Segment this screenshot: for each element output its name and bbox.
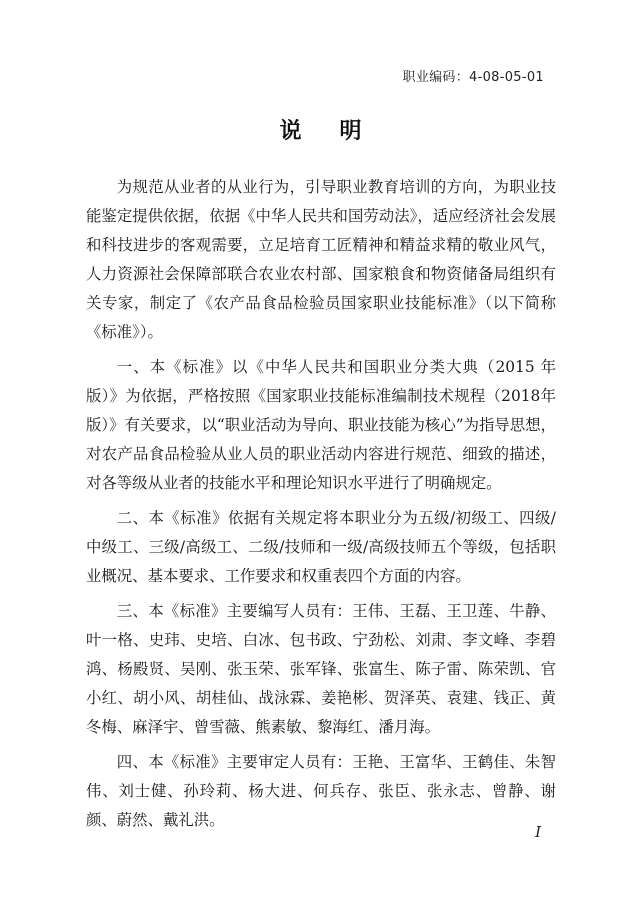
page-title: 说明 bbox=[279, 119, 400, 144]
paragraph-authors: 三、本《标准》主要编写人员有：王伟、王磊、王卫莲、牛静、叶一格、史玮、史培、白冰、包书政、宁劲松、刘肃、李文峰、李碧鸿、杨殿贤、吴刚、张玉荣、张军锋、张富生、陈子雷、陈荣凯、官小红、胡小风、胡桂仙、战泳霖、姜艳彬、贺泽英、袁建、钱正、黄冬梅、麻泽宇、曾雪薇、熊素敏、黎海红、潘月海。 bbox=[86, 602, 556, 736]
paragraph-basis: 一、本《标准》以《中华人民共和国职业分类大典（2015 年版）》为依据，严格按照《国家职业技能标准编制技术规程（2018年版）》有关要求，以“职业活动为导向、职业技能为核心”为指导思想，对农产品食品检验从业人员的职业活动内容进行规范、细致的描述，对各等级从业者的技能水平和理论知识水平进行了明确规定。 bbox=[86, 358, 556, 492]
intro-paragraph: 为规范从业者的从业行为，引导职业教育培训的方向，为职业技能鉴定提供依据，依据《中华人民共和国劳动法》，适应经济社会发展和科技进步的客观需要，立足培育工匠精神和精益求精的敬业风气，人力资源社会保障部联合农业农村部、国家粮食和物资储备局组织有关专家，制定了《农产品食品检验员国家职业技能标准》（以下简称《标准》）。 bbox=[86, 178, 556, 341]
paragraph-levels: 二、本《标准》依据有关规定将本职业分为五级/初级工、四级/中级工、三级/高级工、二级/技师和一级/高级技师五个等级，包括职业概况、基本要求、工作要求和权重表四个方面的内容。 bbox=[86, 509, 556, 585]
page-number: I bbox=[535, 823, 541, 841]
paragraph-reviewers: 四、本《标准》主要审定人员有：王艳、王富华、王鹤佳、朱智伟、刘士健、孙玲莉、杨大进、何兵存、张臣、张永志、曾静、谢颜、蔚然、戴礼洪。 bbox=[86, 753, 556, 829]
occupation-code: 职业编码：4-08-05-01 bbox=[402, 70, 544, 85]
document-body bbox=[86, 173, 556, 841]
